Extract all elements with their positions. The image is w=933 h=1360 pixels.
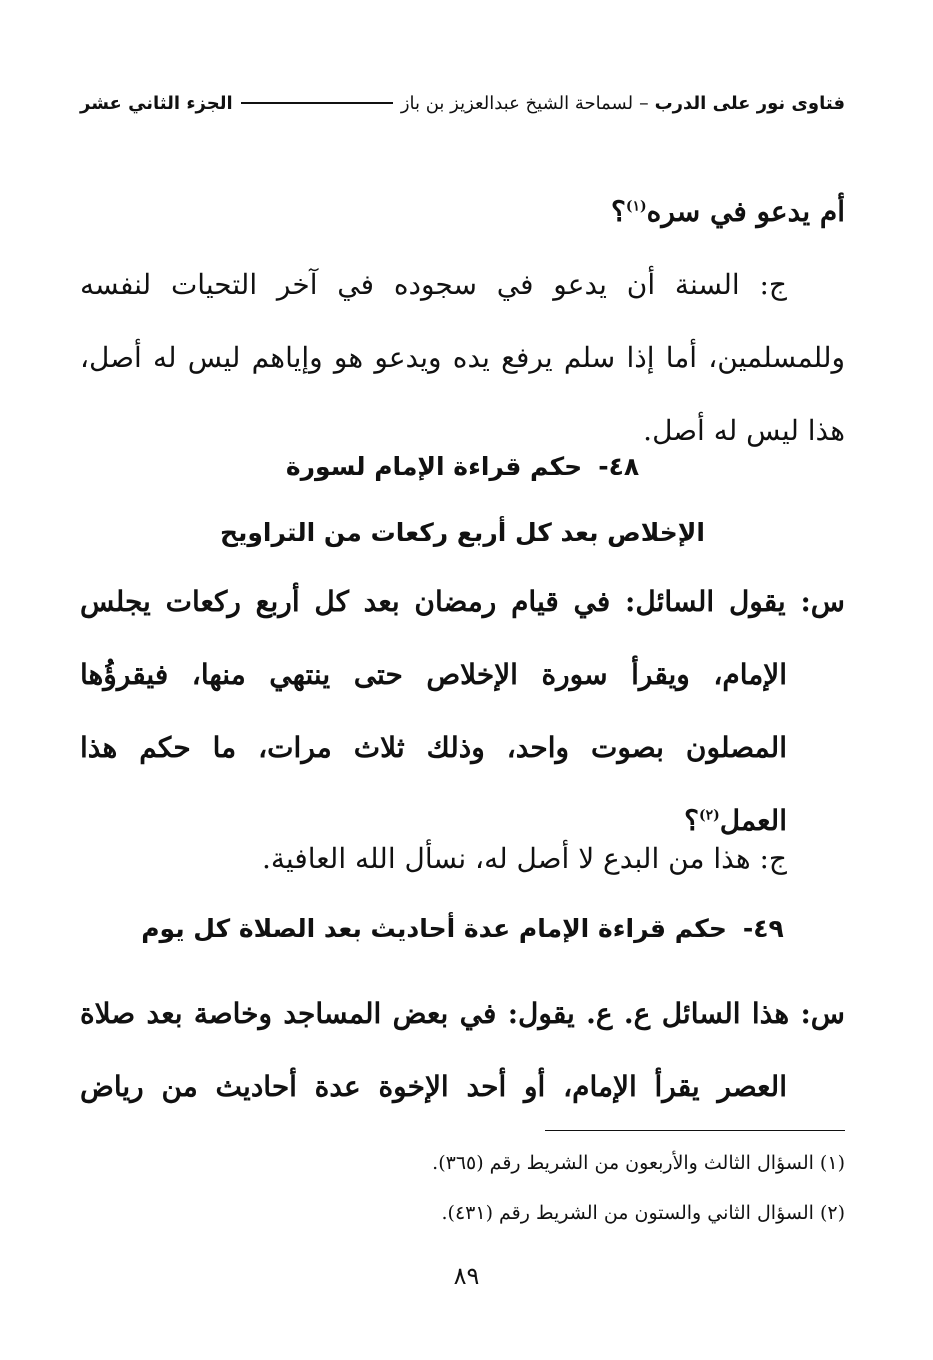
prev-answer: [80, 248, 845, 467]
section-48-number: ٤٨-: [598, 452, 640, 481]
section-48-title-line-2: الإخلاص بعد كل أربع ركعات من التراويح: [219, 518, 705, 547]
header-author: لسماحة الشيخ عبدالعزيز بن باز: [400, 92, 634, 114]
section-49-title: [80, 914, 845, 943]
prev-question-text: أم يدعو في سره: [646, 195, 845, 228]
section-48-title-text-1: حكم قراءة الإمام لسورة: [285, 452, 583, 481]
header-book-title: فتاوى نور على الدرب: [654, 92, 845, 114]
footnote-ref-2: (٢): [699, 807, 720, 824]
prev-answer-line-1: ج: السنة أن يدعو في سجوده في آخر التحيات لنفسه: [80, 268, 787, 301]
section-48-question: [80, 565, 845, 857]
section-48-question-mark: ؟: [684, 804, 699, 837]
header-rule: [241, 102, 393, 104]
section-48-title-line-1: [80, 452, 845, 481]
header-volume: الجزء الثاني عشر: [80, 92, 233, 114]
section-49-title-text: حكم قراءة الإمام عدة أحاديث بعد الصلاة كل يوم: [141, 914, 727, 943]
prev-answer-line-3: هذا ليس له أصل.: [643, 414, 845, 447]
section-48-question-line-3: المصلون بصوت واحد، وذلك ثلاث مرات، ما حكم هذا: [80, 731, 787, 764]
prev-question-line: [80, 175, 845, 248]
section-48-question-text-4: العمل: [719, 804, 787, 837]
header-separator: –: [639, 92, 649, 114]
page-number: ٨٩: [453, 1262, 480, 1290]
prev-answer-line-2: وللمسلمين، أما إذا سلم يرفع يده ويدعو هو وإياهم ليس له أصل،: [80, 341, 845, 374]
prev-question-mark: ؟: [611, 195, 626, 228]
section-48-question-line-1: س: يقول السائل: في قيام رمضان بعد كل أربع ركعات يجلس: [80, 585, 845, 618]
section-48-question-line-2: الإمام، ويقرأ سورة الإخلاص حتى ينتهي منها، فيقرؤُها: [80, 658, 787, 691]
footnote-rule: [545, 1130, 845, 1131]
footnote-ref-1: (١): [625, 198, 647, 215]
footnote-2: (٢) السؤال الثاني والستون من الشريط رقم (٤٣١).: [441, 1202, 845, 1224]
section-49-number: ٤٩-: [742, 914, 784, 943]
section-49-question-line-1: س: هذا السائل ع. ع. يقول: في بعض المساجد وخاصة بعد صلاة: [80, 997, 845, 1030]
section-49-question: [80, 977, 845, 1123]
section-48-answer-line: ج: هذا من البدع لا أصل له، نسأل الله العافية.: [262, 842, 787, 875]
footnote-1: (١) السؤال الثالث والأربعون من الشريط رقم (٣٦٥).: [432, 1152, 845, 1174]
running-header: [80, 92, 845, 114]
prev-question-tail: [80, 175, 845, 248]
section-49-question-line-2: العصر يقرأ الإمام، أو أحد الإخوة عدة أحاديث من رياض: [80, 1070, 787, 1103]
section-48-answer: [80, 822, 845, 895]
